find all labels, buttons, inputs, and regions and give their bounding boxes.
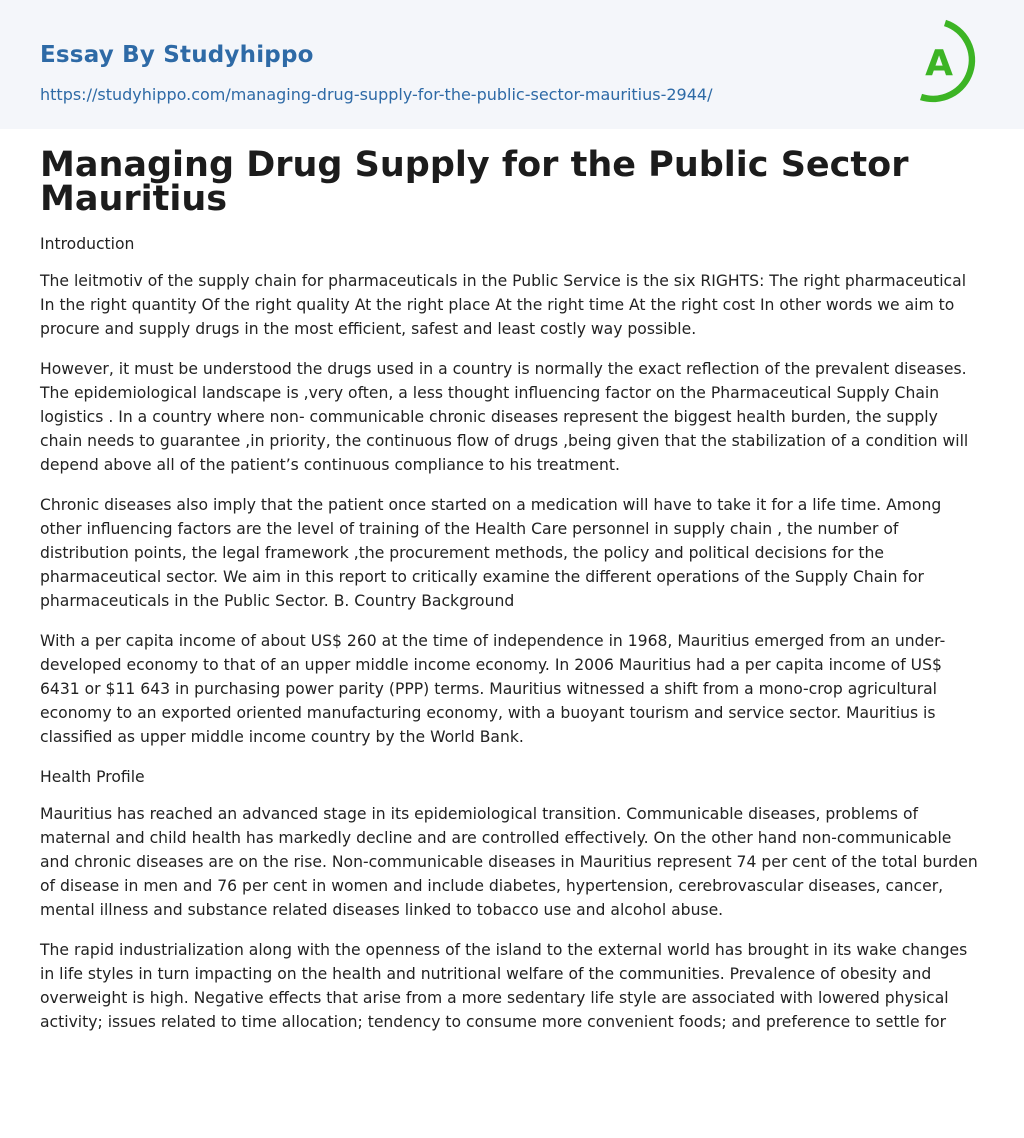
paragraph: The rapid industrialization along with the openness of the island to the external world has brought in its wake changes in life styles in turn impacting on the health and nutritional welfare of the communities. Prevalence of obesity and overweight is high. Negative effects that arise from a more sedentary life style are associated with lowered physical activity; issues related to time allocation; tendency to consume more convenient foods; and preference to settle for — [40, 941, 968, 1031]
paragraph: Chronic diseases also imply that the patient once started on a medication will have to take it for a life time. Among other influencing factors are the level of training of the Health Care personnel in supply chain , the number of distribution points, the legal framework ,the procurement methods, the policy and political decisions for the pharmaceutical sector. We aim in this report to critically examine the different operations of the Supply Chain for pharmaceuticals in the Public Sector. B. Country Background — [40, 496, 942, 610]
paragraph: Mauritius has reached an advanced stage in its epidemiological transition. Communicable diseases, problems of maternal and child health has markedly decline and are controlled effectively. On the other hand non-communicable and chronic diseases are on the rise. Non-communicable diseases in Mauritius represent 74 per cent of the total burden of disease in men and 76 per cent in women and include diabetes, hypertension, cerebrovascular diseases, cancer, mental illness and substance related diseases linked to tobacco use and alcohol abuse. — [40, 805, 978, 919]
brand-name[interactable]: Essay By Studyhippo — [40, 42, 314, 68]
paragraph: The leitmotiv of the supply chain for pharmaceuticals in the Public Service is the six RIGHTS: The right pharmaceutical In the right quantity Of the right quality At the right place At the right time At the right cost In other words we aim to procure and supply drugs in the most efficient, safest and least costly way possible. — [40, 272, 967, 338]
page-header — [0, 0, 1024, 129]
article-url-link[interactable]: https://studyhippo.com/managing-drug-supply-for-the-public-sector-mauritius-2944/ — [40, 85, 713, 104]
paragraph: With a per capita income of about US$ 260 at the time of independence in 1968, Mauritius emerged from an under-developed economy to that of an upper middle income economy. In 2006 Mauritius had a per capita income of US$ 6431 or $11 643 in purchasing power parity (PPP) terms. Mauritius witnessed a shift from a mono-crop agricultural economy to an exported oriented manufacturing economy, with a buoyant tourism and service sector. Mauritius is classified as upper middle income country by the World Bank. — [40, 632, 946, 746]
article-body — [40, 145, 984, 1050]
section-heading-introduction: Introduction — [40, 235, 135, 253]
article-title: Managing Drug Supply for the Public Sector Mauritius — [40, 145, 909, 219]
logo-letter: A — [925, 43, 953, 84]
section-heading-health-profile: Health Profile — [40, 768, 145, 786]
studyhippo-logo-icon[interactable] — [913, 19, 985, 105]
paragraph: However, it must be understood the drugs used in a country is normally the exact reflection of the prevalent diseases. The epidemiological landscape is ,very often, a less thought influencing factor on the Pharmaceutical Supply Chain logistics . In a country where non- communicable chronic diseases represent the biggest health burden, the supply chain needs to guarantee ,in priority, the continuous flow of drugs ,being given that the stabilization of a condition will depend above all of the patient’s continuous compliance to his treatment. — [40, 360, 969, 474]
